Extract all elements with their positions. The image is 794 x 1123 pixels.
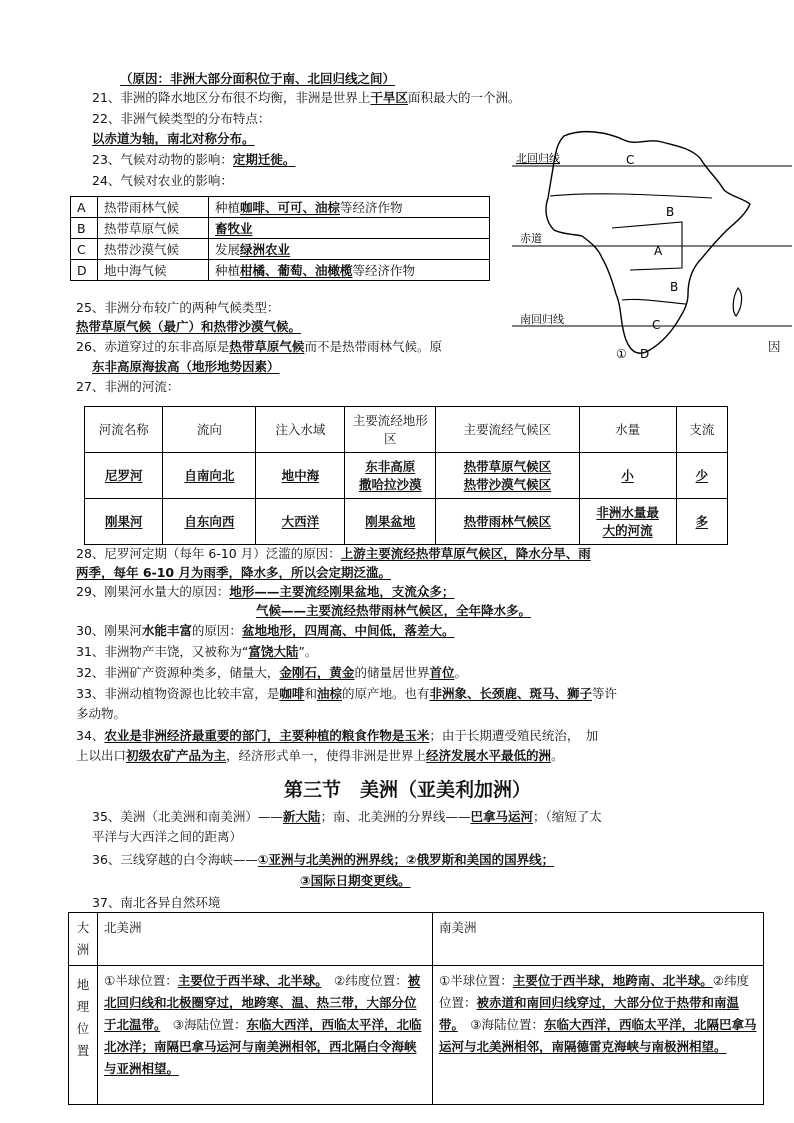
table-row xyxy=(71,239,490,260)
table-cell: 自南向北 xyxy=(163,453,256,499)
item-29: 29、刚果河水量大的原因：地形——主要流经刚果盆地，支流众多； xyxy=(76,584,455,599)
africa-outline xyxy=(546,132,750,354)
item-34-cont: 上以出口初级农矿产品为主，经济形式单一，使得非洲是世界上经济发展水平最低的洲。 xyxy=(76,748,564,763)
table-row xyxy=(71,197,490,218)
map-region-c1: C xyxy=(626,153,635,167)
table-row xyxy=(85,499,728,545)
table-cell: 大西洋 xyxy=(256,499,345,545)
map-label-equator: 赤道 xyxy=(520,232,542,245)
table-header: 流向 xyxy=(163,407,256,453)
table-header-row xyxy=(69,913,764,966)
table-cell: 热带草原气候 xyxy=(98,218,209,239)
table-header: 注入水域 xyxy=(256,407,345,453)
table-cell: 发展绿洲农业 xyxy=(209,239,490,260)
map-region-b2: B xyxy=(670,280,679,294)
table-header: 主要流经地形区 xyxy=(345,407,436,453)
item-32: 32、非洲矿产资源种类多，储量大，金刚石，黄金的储量居世界首位。 xyxy=(76,665,467,680)
table-header: 大洲 xyxy=(69,913,98,966)
table-header-row xyxy=(85,407,728,453)
item-31: 31、非洲物产丰饶，又被称为“富饶大陆”。 xyxy=(76,644,318,659)
table-header: 河流名称 xyxy=(85,407,163,453)
item-26-tail: 因 xyxy=(768,339,781,354)
table-cell: 种植咖啡、可可、油棕等经济作物 xyxy=(209,197,490,218)
table-cell: 小 xyxy=(579,453,676,499)
item-36-cont: ③国际日期变更线。 xyxy=(300,873,411,888)
item-36: 36、三线穿越的白令海峡——①亚洲与北美洲的洲界线；②俄罗斯和美国的国界线； xyxy=(92,852,555,867)
rivers-table xyxy=(84,406,728,545)
map-region-d: D xyxy=(640,347,650,361)
table-cell-north-america: ①半球位置：主要位于西半球、北半球。 ②纬度位置：被北回归线和北极圈穿过，地跨寒、温、热三带，大部分位于北温带。 ③海陆位置：东临大西洋，西临太平洋，北临北冰洋；南隔巴拿马运河与南美洲相邻，西北隔白令海峡与亚洲相望。 xyxy=(98,966,433,1105)
map-label-tropic-north: 北回归线 xyxy=(516,152,560,165)
item-24: 24、气候对农业的影响： xyxy=(92,173,233,188)
item-22-answer: 以赤道为轴，南北对称分布。 xyxy=(92,131,255,146)
table-cell: 地中海 xyxy=(256,453,345,499)
americas-environment-table xyxy=(68,912,764,1105)
map-region-c2: C xyxy=(652,318,661,332)
item-27: 27、非洲的河流： xyxy=(76,379,180,394)
item-23: 23、气候对动物的影响：定期迁徙。 xyxy=(92,152,296,167)
table-row xyxy=(71,260,490,281)
item-37: 37、南北各异自然环境 xyxy=(92,895,221,910)
table-cell-south-america: ①半球位置：主要位于西半球，地跨南、北半球。②纬度位置：被赤道和南回归线穿过，大部分位于热带和南温带。 ③海陆位置：东临大西洋，西临太平洋，北隔巴拿马运河与北美洲相邻，南隔德雷克海峡与南极洲相望。 xyxy=(433,966,764,1105)
section-title: 第三节 美洲（亚美利加洲） xyxy=(284,779,532,801)
table-header: 主要流经气候区 xyxy=(436,407,579,453)
item-29-cont: 气候——主要流经热带雨林气候区，全年降水多。 xyxy=(256,603,532,618)
map-marker-1: ① xyxy=(616,347,627,361)
table-cell: 地理位置 xyxy=(69,966,98,1105)
table-row xyxy=(69,966,764,1105)
table-row xyxy=(85,453,728,499)
table-header: 北美洲 xyxy=(98,913,433,966)
item-25: 25、非洲分布较广的两种气候类型： xyxy=(76,300,280,315)
table-cell: 种植柑橘、葡萄、油橄榄等经济作物 xyxy=(209,260,490,281)
item-28: 28、尼罗河定期（每年 6-10 月）泛滥的原因：上游主要流经热带草原气候区，降水分旱、雨 xyxy=(76,546,591,561)
item-33: 33、非洲动植物资源也比较丰富，是咖啡和油棕的原产地。也有非洲象、长颈鹿、斑马、狮子等许 xyxy=(76,686,618,701)
table-cell: 自东向西 xyxy=(163,499,256,545)
reason-line: （原因：非洲大部分面积位于南、北回归线之间） xyxy=(120,71,396,86)
table-cell: 多 xyxy=(676,499,727,545)
table-cell: 刚果盆地 xyxy=(345,499,436,545)
item-34: 34、农业是非洲经济最重要的部门，主要种植的粮食作物是玉米；由于长期遭受殖民统治， 加 xyxy=(76,728,599,743)
item-21: 21、非洲的降水地区分布很不均衡，非洲是世界上干旱区面积最大的一个洲。 xyxy=(92,90,521,105)
item-35: 35、美洲（北美洲和南美洲）——新大陆；南、北美洲的分界线——巴拿马运河；（缩短了太 xyxy=(92,809,602,824)
table-cell: 畜牧业 xyxy=(209,218,490,239)
madagascar-outline xyxy=(733,288,741,316)
map-region-b1: B xyxy=(666,205,675,219)
item-35-cont: 平洋与大西洋之间的距离） xyxy=(92,829,243,844)
item-22: 22、非洲气候类型的分布特点： xyxy=(92,111,271,126)
table-cell: C xyxy=(71,239,98,260)
table-cell: 热带草原气候区 热带沙漠气候区 xyxy=(436,453,579,499)
table-cell: 热带雨林气候 xyxy=(98,197,209,218)
table-row xyxy=(71,218,490,239)
table-cell: 地中海气候 xyxy=(98,260,209,281)
table-header: 支流 xyxy=(676,407,727,453)
table-cell: 刚果河 xyxy=(85,499,163,545)
item-33-cont: 多动物。 xyxy=(76,706,127,721)
table-cell: 非洲水量最 大的河流 xyxy=(579,499,676,545)
map-region-a: A xyxy=(654,244,663,258)
item-30: 30、刚果河水能丰富的原因：盆地地形，四周高、中间低，落差大。 xyxy=(76,623,455,638)
table-cell: 热带沙漠气候 xyxy=(98,239,209,260)
table-cell: 少 xyxy=(676,453,727,499)
item-26: 26、赤道穿过的东非高原是热带草原气候而不是热带雨林气候。原 xyxy=(76,339,442,354)
table-cell: A xyxy=(71,197,98,218)
item-28-cont: 两季，每年 6-10 月为雨季，降水多，所以会定期泛滥。 xyxy=(76,565,391,580)
table-header: 南美洲 xyxy=(433,913,764,966)
table-cell: D xyxy=(71,260,98,281)
table-cell: B xyxy=(71,218,98,239)
table-cell: 东非高原 撒哈拉沙漠 xyxy=(345,453,436,499)
climate-agriculture-table xyxy=(70,196,490,281)
map-label-tropic-south: 南回归线 xyxy=(520,313,564,326)
item-25-answer: 热带草原气候（最广）和热带沙漠气候。 xyxy=(76,319,302,334)
africa-climate-map xyxy=(512,118,792,368)
table-cell: 热带雨林气候区 xyxy=(436,499,579,545)
item-26-answer: 东非高原海拔高（地形地势因素） xyxy=(92,359,280,374)
table-header: 水量 xyxy=(579,407,676,453)
table-cell: 尼罗河 xyxy=(85,453,163,499)
